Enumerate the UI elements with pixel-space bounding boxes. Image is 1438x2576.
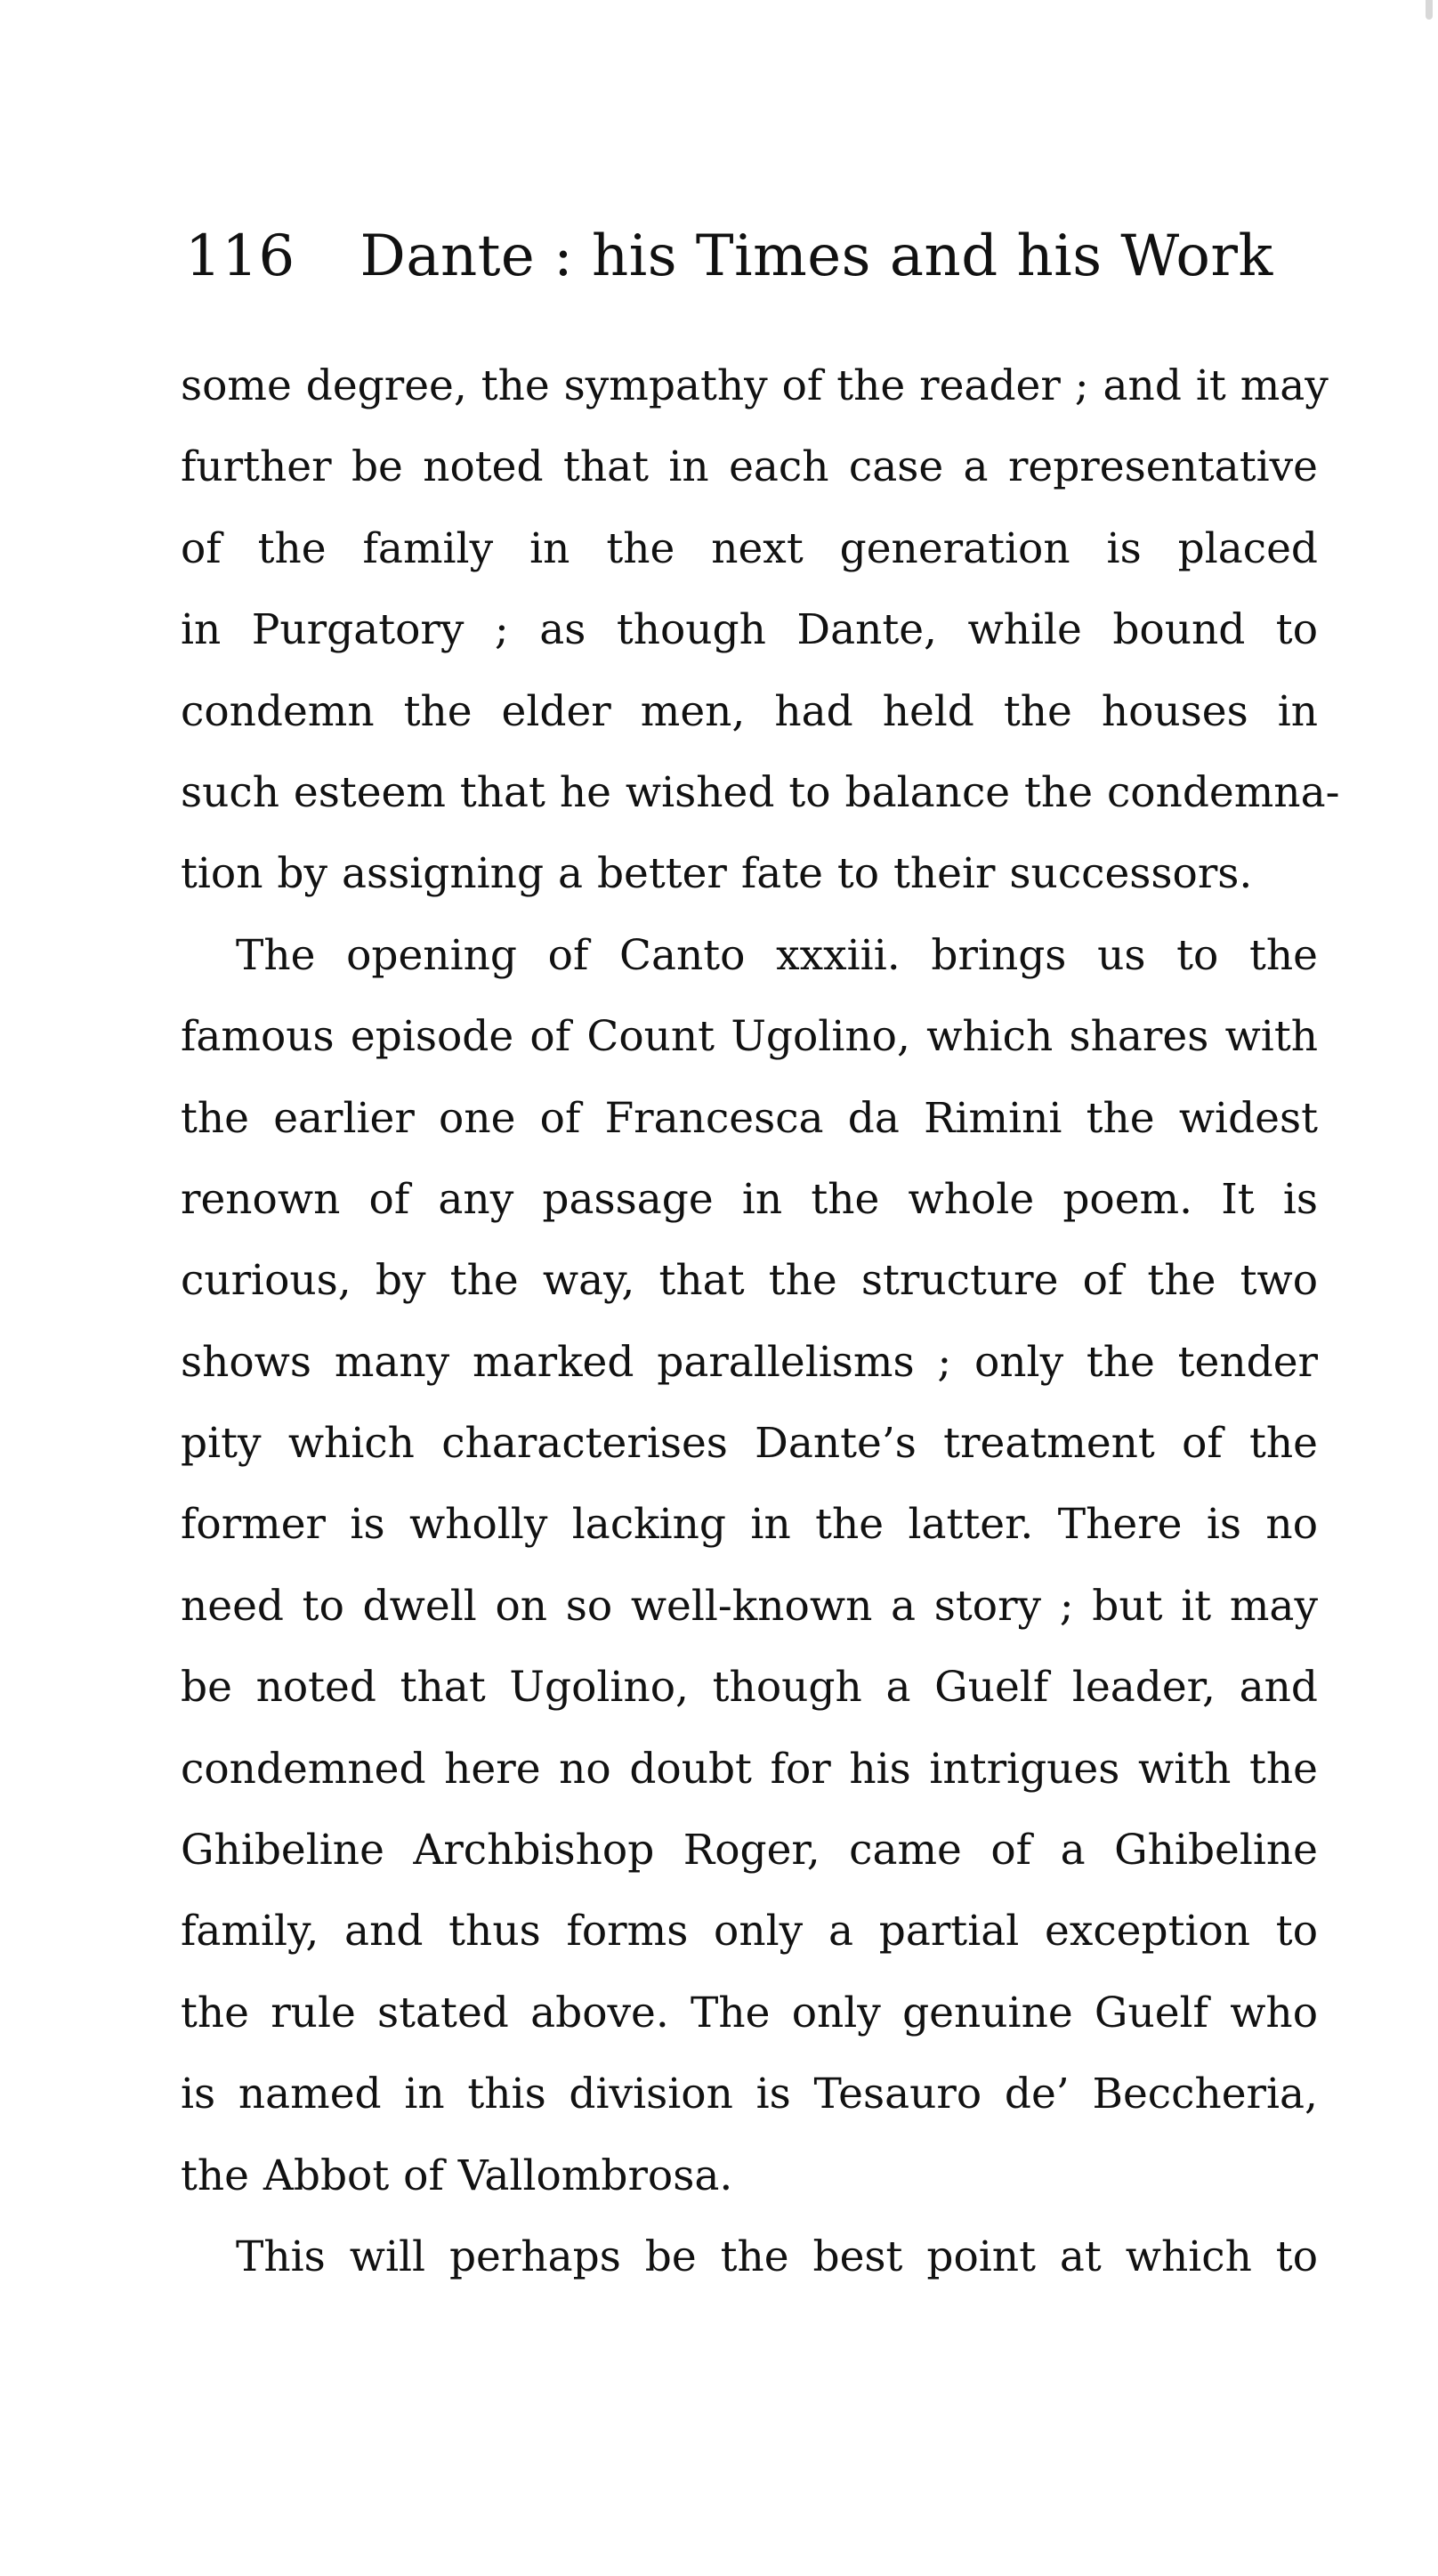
text-line: family, and thus forms only a partial exception to <box>181 1907 1318 1956</box>
text-line: the rule stated above. The only genuine Guelf who <box>181 1988 1318 2037</box>
paragraph-3 <box>181 2216 1318 2297</box>
text-line: The opening of Canto xxxiii. brings us to the <box>236 930 1318 980</box>
scan-edge-mark <box>1426 0 1433 20</box>
text-line: curious, by the way, that the structure of the two <box>181 1256 1318 1306</box>
text-line: condemn the elder men, had held the houses in <box>181 686 1318 736</box>
text-line: need to dwell on so well-known a story ; but it may <box>181 1581 1318 1631</box>
text-line: further be noted that in each case a representative <box>181 442 1318 492</box>
text-line: is named in this division is Tesauro de’ Beccheria, <box>181 2070 1318 2119</box>
text-line: such esteem that he wished to balance the condemna- <box>181 767 1340 817</box>
text-line: renown of any passage in the whole poem. It is <box>181 1174 1318 1224</box>
text-line: pity which characterises Dante’s treatment of the <box>181 1419 1318 1469</box>
running-title: Dante : his Times and his Work <box>360 223 1273 289</box>
running-head <box>185 221 1324 292</box>
text-line: condemned here no doubt for his intrigues with the <box>181 1744 1318 1794</box>
paragraph-1 <box>181 345 1340 915</box>
body-text <box>181 345 1340 2297</box>
paragraph-2 <box>181 915 1318 2216</box>
text-line: famous episode of Count Ugolino, which shares with <box>181 1012 1318 1062</box>
text-line: in Purgatory ; as though Dante, while bound to <box>181 605 1318 655</box>
text-line: shows many marked parallelisms ; only the tender <box>181 1337 1318 1387</box>
text-line: be noted that Ugolino, though a Guelf leader, and <box>181 1663 1318 1713</box>
text-line: This will perhaps be the best point at which to <box>236 2232 1318 2281</box>
page-number: 116 <box>185 223 295 289</box>
text-line: the earlier one of Francesca da Rimini the widest <box>181 1093 1318 1143</box>
text-line: former is wholly lacking in the latter. There is no <box>181 1500 1318 1550</box>
text-line: tion by assigning a better fate to their successors. <box>181 849 1253 899</box>
text-line: Ghibeline Archbishop Roger, came of a Ghibeline <box>181 1826 1318 1875</box>
text-line: the Abbot of Vallombrosa. <box>181 2151 733 2200</box>
text-line: some degree, the sympathy of the reader ; and it may <box>181 361 1329 410</box>
text-line: of the family in the next generation is placed <box>181 523 1318 573</box>
